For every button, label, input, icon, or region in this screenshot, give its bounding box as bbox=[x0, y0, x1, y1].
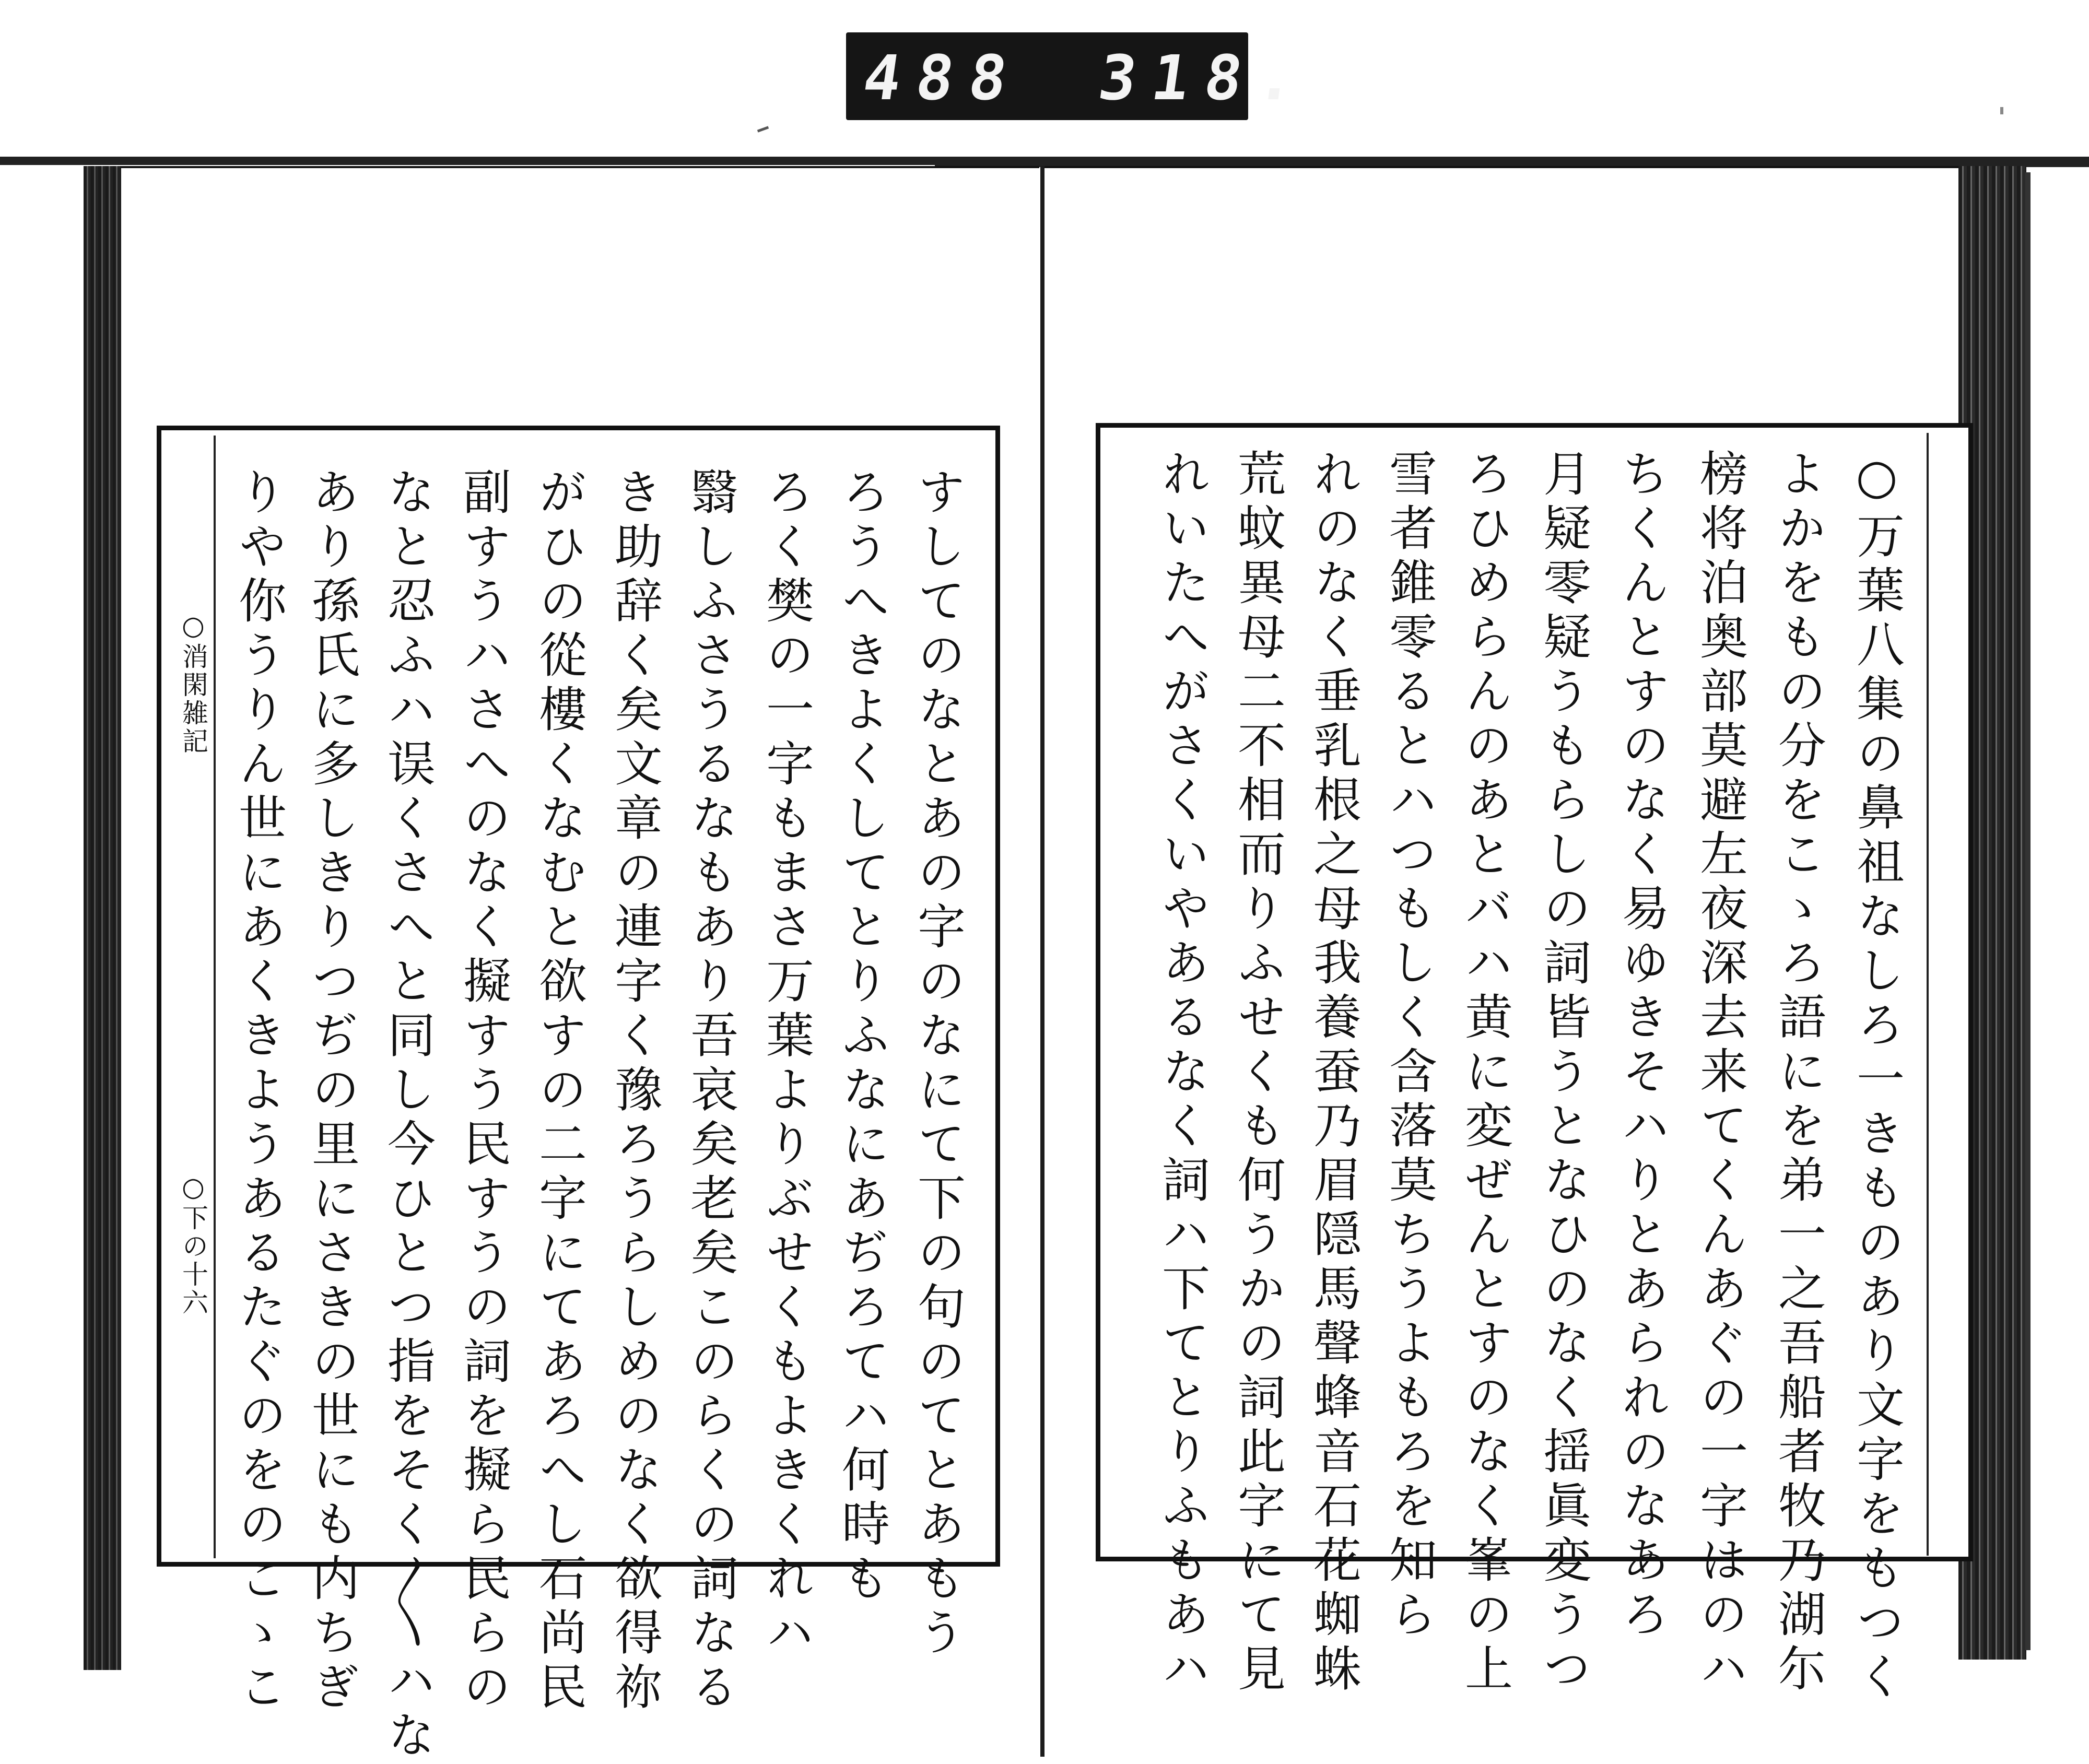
book-gutter bbox=[1040, 166, 1044, 1757]
frame-number-label bbox=[846, 32, 1316, 120]
left-page-top-border bbox=[120, 166, 1039, 168]
right-page-top-border bbox=[1044, 166, 1958, 168]
left-page-stack-edge bbox=[84, 166, 121, 1670]
right-column-6: ろひめらんのあとバハ黄に変ぜんとすのなく峯の上 bbox=[1457, 449, 1513, 1698]
left-column-10: りや你うりん世にあくきようあるたぐのをのこゝこ bbox=[231, 467, 287, 1716]
right-column-3: 榜将泊奥部莫避左夜深去来てくんあぐの一字はのハ bbox=[1692, 449, 1748, 1698]
frame-number-right: 318. bbox=[1094, 42, 1316, 114]
scan-speck bbox=[757, 126, 769, 132]
left-frame-margin-rule bbox=[214, 436, 216, 1558]
left-page-text-frame bbox=[157, 426, 1000, 1764]
left-column-5: き助辞く矣文章の連字く豫ろうらしめのなく欲得祢 bbox=[607, 467, 663, 1716]
right-page-text-frame bbox=[1096, 423, 1973, 1706]
scan-speck bbox=[2000, 107, 2003, 114]
left-column-7: 副すうハさへのなく擬すう民すうの詞を擬ら民らの bbox=[455, 467, 511, 1716]
left-column-9: あり孫氏に多しきりつぢの里にさきの世にも内ちぎ bbox=[304, 467, 360, 1716]
right-column-1: ○万葉八集の鼻祖なしろ一きものあり文字をもつく bbox=[1849, 449, 1905, 1706]
left-column-3: ろく樊の一字もまさ万葉よりぶせくもよきくれハ bbox=[758, 467, 814, 1662]
right-frame-margin-rule bbox=[1927, 433, 1929, 1556]
right-column-7: 雪者錐零るとハつもしく含落莫ちうよもろを知ら bbox=[1381, 449, 1437, 1643]
book-top-edge-right bbox=[935, 157, 2089, 167]
left-column-2: ろうへきよくしてとりふなにあぢろてハ何時も bbox=[834, 467, 890, 1607]
left-margin-title: ○消閑雑記 bbox=[178, 610, 208, 756]
right-column-10: れいたへがさくいやあるなく詞ハ下てとりふもあハ bbox=[1154, 449, 1210, 1698]
frame-number-left: 488 bbox=[859, 42, 1027, 114]
right-column-9: 荒蚊異母二不相而りふせくも何うかの詞此字にて見 bbox=[1230, 449, 1286, 1698]
right-column-4: ちくんとすのなく易ゆきそハりとあられのなあろ bbox=[1614, 449, 1670, 1643]
left-column-4: 翳しふさうるなもあり吾哀矣老矣このらくの詞なる bbox=[683, 467, 738, 1716]
left-column-6: がひの從樓くなむと欲すの二字にてあろへし石尚民 bbox=[531, 467, 587, 1716]
right-column-5: 月疑零疑うもらしの詞皆うとなひのなく揺眞変うつ bbox=[1535, 449, 1591, 1698]
right-column-2: よかをもの分をこゝろ語にを弟一之吾船者牧乃湖尓 bbox=[1770, 449, 1826, 1698]
right-column-8: れのなく垂乳根之母我養蚕乃眉隠馬聲蜂音石花蜘蛛 bbox=[1306, 449, 1362, 1698]
right-page-stack-shadow bbox=[2025, 172, 2031, 1650]
left-column-8: なと忍ふハ误くさへと同し今ひとつ指をそく〳〵ハな bbox=[380, 467, 436, 1764]
left-column-1: すしてのなとあの字のなにて下の句のてとあもう bbox=[910, 467, 966, 1662]
left-margin-folio: ○下の十六 bbox=[178, 1172, 208, 1317]
